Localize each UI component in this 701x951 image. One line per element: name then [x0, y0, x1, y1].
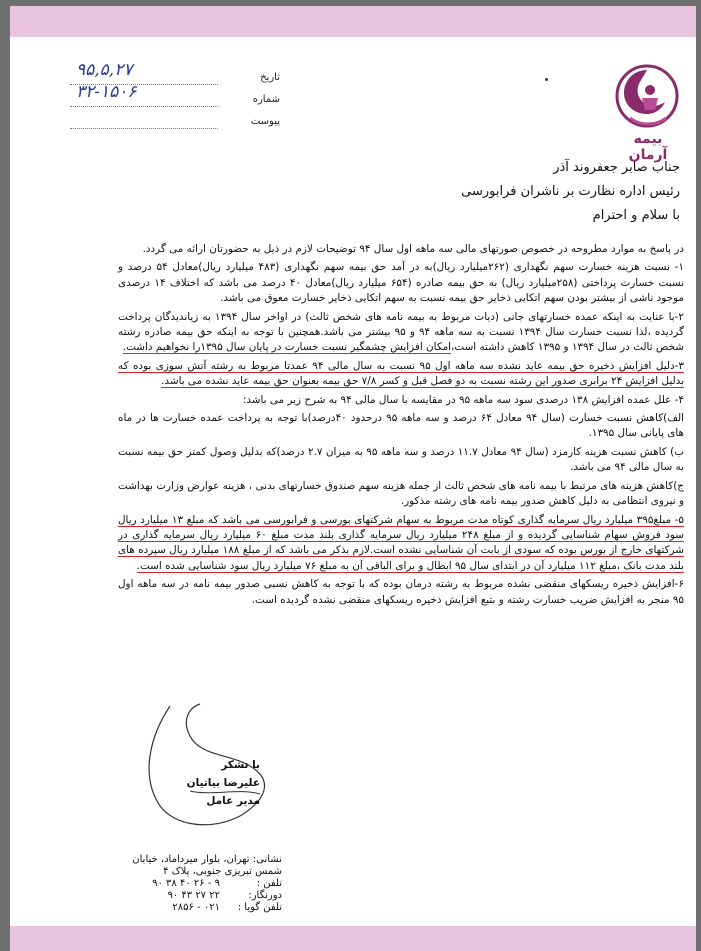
number-handwritten: ۳۲-۱۵۰۶ [76, 81, 137, 102]
signer-name: علیرضا بیاتیان [186, 777, 260, 789]
fax-row [72, 890, 282, 902]
number-row [70, 81, 280, 110]
paragraph-2-underlined: امکان افزایش چشمگیر نسبت خسارت در پایان سال ۱۳۹۵را نخواهیم داشت. [122, 341, 452, 354]
number-label: شماره [252, 93, 280, 105]
fax-value: ۲۲ ۲۷ ۴۳ ۹۰ [167, 890, 220, 901]
addressee-name: جناب صابر جعفروند آذر [553, 160, 680, 175]
logo-wordmark: بیمه آرمان [628, 131, 668, 163]
callcenter-value: ۰۲۱ - ۲۸۵۶ [172, 902, 220, 913]
address-label: نشانی: [252, 854, 282, 865]
paragraph-4c: ج)کاهش هزینه های مرتبط با بیمه نامه های شخص ثالث از جمله هزینه سهم صندوق خسارتهای بدنی ، هزینه عوارض وزارت بهداشت و نیروی انتظامی به دلیل کاهش صدور بیمه نامه های رشته مذکور. [118, 479, 684, 508]
signer-title: مدیر عامل [206, 795, 260, 807]
signature-block [180, 756, 260, 810]
date-handwritten: ۹۵,۵,۲۷ [76, 59, 133, 80]
phone-row [72, 878, 282, 890]
stray-dot [545, 78, 548, 81]
date-label: تاریخ [260, 71, 280, 83]
paragraph-4b: ب) کاهش نسبت هزینه کارمزد (سال ۹۴ معادل ۱۱.۷ درصد و سه ماهه ۹۵ به میزان ۲.۷ درصد)که بدلیل وصول کمتر حق بیمه نسبت به سال مالی ۹۴ می باشد. [118, 445, 685, 474]
paragraph-5 [118, 513, 684, 575]
paragraph-4: ۴- علل عمده افزایش ۱۳۸ درصدی سود سه ماهه ۹۵ در مقایسه با سال مالی ۹۴ به شرح زیر می باشد: [242, 393, 684, 406]
letter-meta [70, 59, 280, 132]
paragraph-4a: الف)کاهش نسبت خسارت (سال ۹۴ معادل ۶۴ درصد و سه ماهه ۹۵ درحدود ۴۰درصد)با توجه به پرداخت عمده خسارت ها در ماه های پایانی سال ۱۳۹۵. [118, 412, 685, 440]
address-line-2: شمس تبریزی جنوبی، پلاک ۴ [163, 866, 282, 877]
paragraph-6: ۶-افزایش ذخیره ریسکهای منقضی نشده مربوط به رشته درمان بوده که با توجه به کاهش نسبی صدور بیمه نامه در سه ماهه اول ۹۵ منجر به افزایش ضریب خسارت رشته و بتبع افزایش ذخیره ریسکهای منقضی نشده گردیده است. [118, 578, 684, 606]
closing-text: با تشکر [221, 759, 260, 771]
number-field [70, 81, 218, 107]
callcenter-label: تلفن گویا : [237, 902, 282, 913]
paragraph-5-underlined: ۵- مبلغ۳۹۵ میلیارد ریال سرمایه گذاری کوتاه مدت مربوط به سهام شرکتهای بورسی و فرابورسی می باشد که مبلغ ۱۳ میلیارد ریال سود فروش سهام شناسایی گردیده و از مبلغ ۲۴۸ میلیارد ریال سرمایه گذاری بلند مدت مبلغ ۶۰ میلیارد ریال سرمایه گذاری در شرکتهای خارج از بورس بوده که سودی از بابت آن شناسایی نشده است.لازم بذکر می باشد که از مبلغ ۱۸۸ میلیارد ریال سپرده های بلند مدت بانک ،مبلغ ۱۱۲ میلیارد آن در ابتدای سال ۹۵ ابطال و برای الباقی آن به مبلغ ۷۶ میلیارد ریال سود شناسایی شده است. [118, 513, 684, 572]
top-color-band [10, 6, 696, 37]
callcenter-row [72, 902, 282, 914]
letter-page [10, 6, 696, 951]
paragraph-1: ۱- نسبت هزینه خسارت سهم نگهداری (۲۶۲میلیارد ریال)به در آمد حق بیمه سهم نگهداری (۴۸۳ میلیارد ریال)معادل ۵۴ درصد و نسبت خسارت پرداختی (۲۵۸میلیارد ریال) به حق بیمه صادره (۶۵۴ میلیارد ریال)معادل ۴۰ درصد می باشد که اختلاف ۱۴ درصدی موجود ناشی از بیشتر بودن سهم اتکایی ذخایر حق بیمه نسبت به سهم اتکایی ذخایر خسارت معوق می باشد. [118, 261, 684, 305]
contact-footer [72, 854, 282, 914]
phone-label: تلفن : [256, 878, 282, 889]
arman-insurance-logo-icon [610, 62, 684, 132]
addressee-title: رئیس اداره نظارت بر ناشران فرابورسی [461, 184, 680, 199]
bottom-color-band [10, 926, 696, 951]
attachment-field [70, 114, 218, 129]
addressee-block [370, 156, 680, 228]
greeting: با سلام و احترام [592, 208, 680, 223]
address [72, 854, 282, 866]
address-line-1: تهران، بلوار میرداماد، خیابان [132, 854, 250, 865]
intro-paragraph: در پاسخ به موارد مطروحه در خصوص صورتهای مالی سه ماهه اول سال ۹۴ توضیحات لازم در ذیل به حضورتان ارائه می گردد. [142, 243, 684, 255]
paragraph-3 [118, 359, 684, 390]
attachment-row [70, 110, 280, 132]
attachment-label: پیوست [250, 115, 280, 127]
phone-value: ۹ - ۲۶ ۴۰ ۳۸ ۹۰ [152, 878, 220, 889]
paragraph-2-text: ۲-با عنایت به اینکه عمده خسارتهای جانی (دیات مربوط به بیمه نامه های شخص ثالث) در اواخر سال ۱۳۹۴ به زیاندیدگان پرداخت گردیده ،لذا نسبت خسارت سال ۱۳۹۴ نسبت به سه ماهه ۹۴ و ۹۵ بیشتر می باشد.همچنین با توجه به اینکه حق بیمه صادره رشته شخص ثالث در سال ۱۳۹۴ و ۱۳۹۵ کاهش داشته است، [118, 310, 684, 354]
fax-label: دورنگار: [248, 890, 282, 901]
letter-body [118, 242, 684, 611]
paragraph-2 [118, 310, 684, 356]
paragraph-3-underlined: ۳-دلیل افزایش ذخیره حق بیمه عاید نشده سه ماهه اول ۹۵ نسبت به سال مالی ۹۴ عمدتا مربوط به رشته آتش سوزی بوده که بدلیل افزایش ۲۴ برابری صدور این رشته نسبت به دو فصل قبل و کسر ۷/۸ حق بیمه بعنوان حق بیمه عاید نشده می باشد. [118, 359, 684, 388]
